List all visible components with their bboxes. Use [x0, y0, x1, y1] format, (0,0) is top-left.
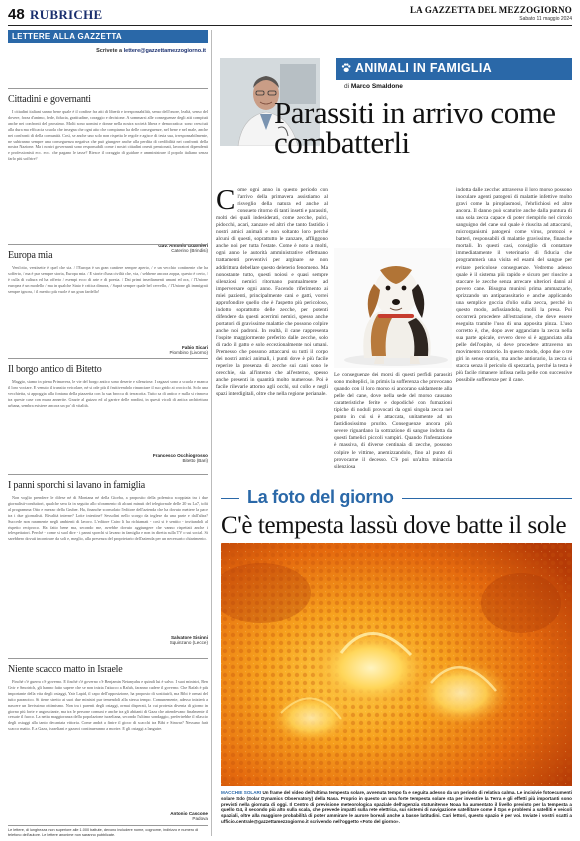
letter-title: Il borgo antico di Bitetto — [8, 364, 102, 375]
letter-title: Cittadini e governanti — [8, 94, 91, 105]
letter-1 — [8, 88, 208, 253]
letter-title: Europa mia — [8, 250, 53, 261]
solar-flare-image — [221, 543, 572, 786]
letters-email-link[interactable]: lettere@gazzettamezzogiorno.it — [123, 48, 206, 54]
article-column-2-bottom — [334, 372, 452, 484]
letter-signature: Antonio Cascone — [170, 811, 208, 816]
article-column-3 — [456, 187, 572, 483]
caption-credit: MACCHIE SOLARI — [221, 790, 262, 795]
page-number: 48 — [8, 6, 25, 23]
letter-location: Padova — [192, 816, 208, 821]
column-divider — [211, 30, 212, 836]
letter-body: Vent'otto, ventisette è quel che sia. / l'Europa è un gran cantiere sempre aperto, / e un vecchio continente che ha sofferto, / ma è pur sempre storia, Europa mia. / E storie d'una civiltà che, via, / sebbene ancora zoppa, questo è certo, / è culla di cultura ed ha offerto / esempi ecco di arte e di poesia. / Dai primi insediamenti umani ed ora, / l'Unione europea è un modello / ma in qualche Stato è critica dimora, / Saprà sempre quale bel cervello, / l'Unione gli immigrati sempre ignora, / il merito più vuole è un gran fardello! — [8, 265, 208, 294]
letter-body: I cittadini italiani sanno bene quale è il confine fra atti di libertà e irresponsabilità, senso dell'onore, lealtà, senso del dovere, forza d'animo, fede, fiducia, gratitudine, coraggio e decisione. A sommarsi alle conseguenze degli atti compiuti anche nei confronti del prossimo. Molti sono uomini e donne nella nostra società libera e democratica: sono cresciuti alla dura ma efficacia scuola che insegna che ogni atto che compiamo ha delle conseguenze, nel bene e nel male, anche nei confronti di della comunità. Così, se anche uno solo non rispetta le regole e agisce di testa sua, irresponsabilmente, ne subiranno sempre una conseguenza negativa che può giungere anche alla perdita di credibilità nei confronti della nostra Nazione. Ma i nostri governanti sono responsabili come i nostri cittadini onesti pensionati, lavoratori dipendenti e professionisti ecc. ecc. che pagano le tasse? Riesce il coraggio di guidare e amministrare il popolo italiano senza farlo più soffrire? — [8, 109, 208, 162]
article-column-1-text: ome ogni anno in questo periodo con l'arrivo della primavera assistiamo al risveglio della natura ed anche al consueto ritorno di tanti insetti e parassiti, molti dei quali indesiderati, come zecche, pulci, pidocchi, acari, zanzare ed altri che tanto fastidio i nostri amici animali e non soltanto loro perché alcuni di questi, soprattutto le zanzare, affliggono anche noi per tutta l'estate. Come è noto a molti, ogni anno le autorità amministrative effettuano trattamenti preventivi per arginare se non addirittura debellare questo deleterio fenomeno. Ma nonostante tutto, questi noiosi e quasi sempre silenziosi nemici ritornano puntualmente ad imperversare ogni anno. Facendo riferimento ai miei pazienti, principalmente cani e gatti, vorrei approfondire quello che è l'aspetto più pericoloso, indotto soprattutto delle zecche, per potenti difendere da questi acerrimi nemici, spesso anche portatori di gravissime malattie che possono colpire anche noi padroni. In realtà, il cane rappresenta l'ospite maggiormente preferito dalle zecche, solo di rado il gatto e solo eccezionalmente noi umani. Premesso che possono attaccarsi su tutti il corpo dei nostri amici animali, i punti dove è più facile reperire la presenza di zecche sui cani sono le orecchie, sia all'interno che all'esterno, spesso anche presenti in quantità molto numerose. Poi è facile rilevarle attorno agli occhi, sul collo e negli spazi interdigitali, oltre che nella regione perianale. — [216, 187, 328, 398]
letter-body: Non voglio prendere le difese né di Montana né della Giorba, a proposito della polemica scoppiata tra i due giornalisti-conduttori, qualche sera fa in seguito allo sforamento di alcuni minuti del telegiornale delle 20 su La7, tolti al programma Otto e mezzo della Gruber. Ha, finanche sconsolato l'editore dell'azienda che ha dovuto mettere la pace tra i due giornalisti. Rivalità interne? Lotte intestine? Sessolini nello scorgo da inglese da una parte e dall'altra? Succede non raramente negli ambienti di lavoro. L'editore Cairo li ha richiamati - così si è sentito - invitandoli al rispetto reciproco. Ha fatto bene ma, secondo me, avrebbe dovuto aggiungere che vanno rispettati anche i telespettatori. Perché - come si suol dire - i panni sporchi si lavano in famiglia e non in diretta sulla TV o sui social. Si sarebbero dovuti incontrare da soli e, meglio, alla presenza del proprietario dell'azienda per un necessario chiarimento. — [8, 495, 208, 542]
article-column-2-text: Le conseguenze dei morsi di questi perfidi parassiti sono molteplici, in primis la sofferenza che provocano quando con il loro morso si ancorano saldamente alla pelle del cane, dove nella sede del morso causano caratteristiche ferite e dopodiché con fumazioni tipiche di noduli provocati da ogni singola zecca nel punto in cui si è attaccata, unitamente ad un fastidiosissimo prurito. Conseguenze ancora più severe riguardano la sottrazione di sangue indotta da questi famelici piccoli vampiri. Quando l'infestazione è massiva, di diverse centinaia di zecche, possono colpire le vittime, anemizzandolo, fino al punto di provocarne il decesso. C'è poi un'altra minaccia silenziosa — [334, 372, 452, 470]
byline-prefix: di — [344, 83, 350, 90]
issue-date: Sabato 11 maggio 2024 — [519, 16, 572, 22]
foto-del-giorno-caption — [221, 790, 572, 825]
letter-location: Bitetto (Bari) — [182, 458, 208, 463]
caption-text: Un frame del video dell'ultima tempesta solare, avvenuta tempo fa e seguita adesso da un periodo di relativa calma. Le incisivie fotoecumenti solare Sdo (Solar Dynamics Observatory) della Nasa. Proprio in questo un una forte tempesta solare sta per investire la Terra e gli effetti più importanti sono previsti nella giornata di oggi. Il Centro di previsione meteorologica spaziale dell'agenzia statunitense Noaa ha aumentato il livello previsto per la tempesta a quello G4, il secondo più alto sulla scala, che prevede impatti sulla rete elettrica, sui sistemi di navigazione satellitare come il Gps e problemi a satelliti e veicoli spaziali, oltre alla maggiore probabilità di poter ammirare le aurore boreali anche a basse latitudini. Cari lettori, questo spazio è per voi. Inviate i vostri scatti a ufficio.centrale@gazzettamezzogiorno.it scrivendo nell'oggetto «Foto del giorno». — [221, 790, 572, 824]
paw-icon — [341, 63, 351, 73]
dog-photo — [334, 248, 452, 368]
letters-header: LETTERE ALLA GAZZETTA — [8, 30, 208, 43]
foto-del-giorno-label: La foto del giorno — [239, 487, 402, 508]
letter-5 — [8, 658, 208, 821]
article-headline: Parassiti in arrivo come combatterli — [274, 95, 556, 160]
letters-column — [8, 30, 208, 836]
letter-location: Squinzano (Lecce) — [169, 640, 208, 645]
foto-del-giorno-header — [221, 487, 572, 510]
letter-signature: Francesco Occhiogrosso — [152, 453, 208, 458]
byline-author: Marco Smaldone — [350, 83, 403, 90]
foto-del-giorno-title: C'è tempesta lassù dove batte il sole — [221, 512, 567, 539]
letter-signature: Fabio Sicari — [181, 345, 208, 350]
letter-2 — [8, 244, 208, 355]
letters-footnote: Le lettere, di lunghezza non superiore alle 1.000 battute, devono includere nome, cognome, indirizzo e numero di telefono dell'autore. Le lettere anonime non saranno pubblicate. — [8, 825, 208, 838]
letter-location: Caterino (Brindisi) — [171, 248, 208, 253]
letter-signature: Salvatore Sisinni — [170, 635, 208, 640]
article-byline — [344, 83, 403, 90]
dog-image — [334, 248, 452, 368]
letters-write-to — [8, 48, 208, 54]
masthead — [8, 6, 572, 26]
drop-cap: C — [216, 187, 236, 216]
section-name: RUBRICHE — [30, 7, 103, 22]
paper-name: LA GAZZETTA DEL MEZZOGIORNO — [409, 5, 572, 15]
letter-body: Maggio, siamo in piena Primavera, le vie del borgo antico sono deserte e silenziose. I ragazzi sono a scuola e manca il loro vociare. E venuto il transito veicolare, nè si ode più il fruttivendolo rinunciare il suo grido ai crocicchi. Solo una vecchietta, si appoggia alla fontana della piazzetta con la sua brocca di terracotta. Tutto sa di antico e nulla si rinnova tra queste case con mura annerite. Grazie al guizzo ed al garrire delle rondini, in questi vicoli di antica architettura urbana, sembra esistere ancora un po' di vitalità. — [8, 379, 208, 408]
article-column-1 — [216, 187, 328, 473]
animali-banner — [336, 58, 572, 80]
letter-4 — [8, 474, 208, 645]
letter-title: Niente scacco matto in Israele — [8, 664, 123, 675]
letter-title: I panni sporchi si lavano in famiglia — [8, 480, 146, 491]
letter-body: Finché c'è guerra c'è governo. E finché c'è governo c'è Benjamin Netanyahu e quindi lui è salvo. I suoi ministri, Ben Gvir e Smotrich, gli hanno fatto sapere che se non inizia l'attacco a Rafah, faranno cadere il governo. Che Rafah è più importante della vita degli ostaggi, Yair Lapid, il capo dell'opposizione, ha proposto di sostituirli, ma Bibi è ormai del tutto paranoico. Si tiene stretto ai suoi due ministri pur temendoli alla stessa tempo. Comunemente, adesso inizierà a nascere un lievissimo ottimismo. Non tra i parenti degli ostaggi, ormai disperati, la cui protesta diventa di giorno in giorno più forte e angosciante, ma tra le persone comuni e anche tra gli abitanti di Gaza che attendevano finalmente il cessate il fuoco. La netta maggioranza della popolazione israeliana, secondo l'ultimo sondaggio, preferirebbe il rilascio degli ostaggi alla tanto decantata vittoria. Come andrà a finire il gioco di scacchi tra Bibi e Sinwar? Nessuno farà scacco matto. E a Gaza, israeliani e gazawi continueranno a morire. E gli ostaggi a languire. — [8, 679, 208, 732]
article-column-3-text: indotta dalle zecche: attraverso il loro morso possono inoculare agenti patogeni di malattie infettive molto gravi come la piroplasmosi, l'ehrlichiosi ed altre ancora. Il danno può scaturire anche dalla puntura di una sola zecca capace di poter riempirlo nel circolo sanguigno del cane sul quale è riuscita ad attaccarsi, microrganismi patogeni come virus, protozoi e batteri, responsabili di malattie gravissime, finanche mortali. In questi casi, consiglio di contattare immediatamente il veterinario di fiducia che programmerà una visita ed esami del sangue per evitare pericolose conseguenze. Vedremo adesso quale è il sistema più rapido e sicuro per riuscire a staccare le zecche senza arrecare ulteriori danni al povero cane. Bisogna munirsi prima ammazzarle, sprizzando un antiparassitario e anche applicando una semplice goccia d'olio sulla zecca, perché in questo modo, asfissiandola, molli la presa. Poi occorrerà procedere all'estrazione, che deve essere eseguita tramite l'uso di una apposita pinza. L'uso corretto è, che, dopo aver agganciato la zecca nella sua parte apicale, ovvero dove si è agganciata alla pelle dell'ospite, si deve procedere attraverso un movimento rotatorio. In questo modo, dopo due o tre giri in senso orario, ma anche antiorario, la zecca si stacca senza il pericolo di spezzarla, perché la testa è più facile rimanere infissa nella pelle con successive possibile sofferenze per il cane. — [456, 187, 572, 384]
letter-signature: Gav. Antonio Guarnieri — [158, 243, 208, 248]
write-prefix: Scrivete a — [96, 48, 123, 54]
sun-photo — [221, 543, 572, 786]
letter-location: Piombino (Livorno) — [169, 350, 208, 355]
letter-3 — [8, 358, 208, 463]
animali-banner-label: ANIMALI IN FAMIGLIA — [355, 61, 492, 75]
